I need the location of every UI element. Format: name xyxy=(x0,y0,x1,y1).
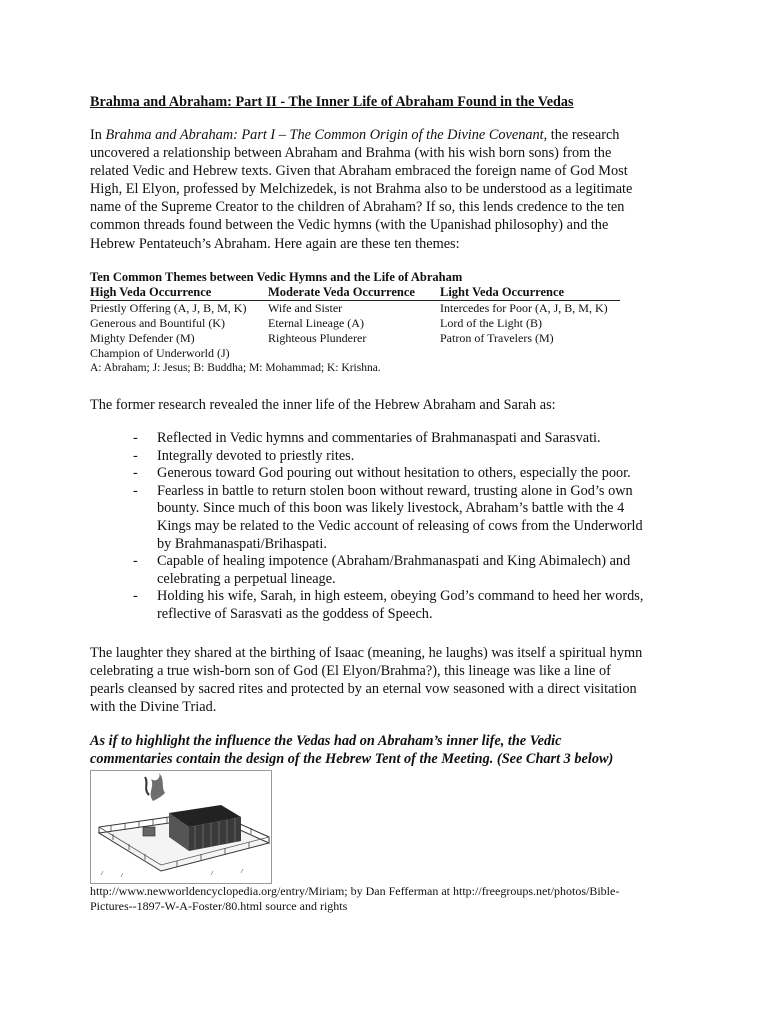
tabernacle-sketch-image xyxy=(90,770,272,884)
list-item xyxy=(133,465,693,483)
intro-line: uncovered a relationship between Abraham and Brahma (with his wish born sons) from the xyxy=(90,145,612,162)
intro-line: Hebrew Pentateuch’s Abraham. Here again are these ten themes: xyxy=(90,235,460,252)
header-high: High Veda Occurrence xyxy=(90,285,212,299)
list-item-text: celebrating a perpetual lineage. xyxy=(157,570,336,587)
list-item-text: reflective of Sarasvati as the goddess of Speech. xyxy=(157,605,433,622)
former-research-paragraph: The former research revealed the inner life of the Hebrew Abraham and Sarah as: xyxy=(90,397,556,413)
table-row xyxy=(90,331,620,346)
paragraph-line: The laughter they shared at the birthing of Isaac (meaning, he laughs) was itself a spiritual hymn xyxy=(90,645,643,661)
list-item-text: Generous toward God pouring out without hesitation to others, especially the poor. xyxy=(157,465,631,482)
part-one-title: Brahma and Abraham: Part I – The Common Origin of the Divine Covenant xyxy=(105,127,544,143)
intro-line: related Vedic and Hebrew texts. Given that Abraham embraced the foreign name of God Most xyxy=(90,163,628,180)
table-cell: Eternal Lineage (A) xyxy=(268,316,364,330)
list-marker: - xyxy=(133,447,138,464)
intro-suffix: , the research xyxy=(543,127,620,143)
highlight-paragraph xyxy=(90,732,680,768)
table-cell: Righteous Plunderer xyxy=(268,331,367,345)
list-item-text: Capable of healing impotence (Abraham/Brahmanaspati and King Abimalech) and xyxy=(157,553,631,570)
intro-line: common threads found between the Vedic hymns (with the Upanishad philosophy) and the xyxy=(90,217,609,234)
list-item xyxy=(133,430,693,448)
list-marker: - xyxy=(133,588,138,605)
list-marker: - xyxy=(133,553,138,570)
list-item-text: Fearless in battle to return stolen boon without reward, trusting alone in God’s own xyxy=(157,482,633,499)
table-cell: Generous and Bountiful (K) xyxy=(90,316,225,330)
list-item xyxy=(133,553,693,588)
list-marker: - xyxy=(133,430,138,446)
list-item-text: Integrally devoted to priestly rites. xyxy=(157,447,355,464)
list-item xyxy=(133,483,693,553)
intro-prefix: In xyxy=(90,127,106,143)
list-item-text: by Brahmanaspati/Brihaspati. xyxy=(157,535,327,552)
themes-table-title: Ten Common Themes between Vedic Hymns and the Life of Abraham xyxy=(90,270,463,284)
intro-first-line xyxy=(90,126,680,144)
paragraph-line: celebrating a true wish-born son of God (El Elyon/Brahma?), this lineage was like a line of xyxy=(90,663,611,680)
tabernacle-sketch-icon xyxy=(91,771,271,883)
list-item-text: Kings may be related to the Vedic account of releasing of cows from the Underworld xyxy=(157,517,643,534)
table-cell: Intercedes for Poor (A, J, B, M, K) xyxy=(440,301,608,315)
list-marker: - xyxy=(133,465,138,482)
document-title: Brahma and Abraham: Part II - The Inner Life of Abraham Found in the Vedas xyxy=(90,94,574,110)
themes-table xyxy=(90,270,620,375)
table-cell: Champion of Underworld (J) xyxy=(90,346,230,360)
caption-line: http://www.newworldencyclopedia.org/entry/Miriam; by Dan Fefferman at http://freegroups.net/photos/Bible- xyxy=(90,884,620,898)
intro-line: name of the Supreme Creator to the children of Abraham? If so, this lends credence to the ten xyxy=(90,199,625,216)
caption-line: Pictures--1897-W-A-Foster/80.html source and rights xyxy=(90,899,348,913)
list-item-text: bounty. Since much of this boon was likely livestock, Abraham’s battle with the 4 xyxy=(157,500,625,517)
intro-paragraph xyxy=(90,126,680,253)
table-cell: Lord of the Light (B) xyxy=(440,316,542,330)
list-item-text: Holding his wife, Sarah, in high esteem, obeying God’s command to heed her words, xyxy=(157,588,644,605)
figure-caption xyxy=(90,884,690,914)
paragraph-line: with the Divine Triad. xyxy=(90,699,217,716)
paragraph-line: pearls cleansed by sacred rites and protected by an eternal vow seasoned with a direct visitation xyxy=(90,681,637,698)
laughter-paragraph xyxy=(90,644,680,716)
themes-table-header xyxy=(90,285,620,301)
traits-list xyxy=(133,430,693,624)
list-item xyxy=(133,588,693,623)
paragraph-line: commentaries contain the design of the Hebrew Tent of the Meeting. (See Chart 3 below) xyxy=(90,751,614,768)
header-light: Light Veda Occurrence xyxy=(440,285,565,299)
paragraph-line: As if to highlight the influence the Vedas had on Abraham’s inner life, the Vedic xyxy=(90,733,562,749)
table-row xyxy=(90,346,620,361)
themes-table-legend: A: Abraham; J: Jesus; B: Buddha; M: Mohammad; K: Krishna. xyxy=(90,362,381,374)
table-cell: Priestly Offering (A, J, B, M, K) xyxy=(90,301,247,315)
list-marker: - xyxy=(133,482,138,499)
table-cell: Wife and Sister xyxy=(268,301,343,315)
table-row xyxy=(90,316,620,331)
intro-line: High, El Elyon, professed by Melchizedek, is not Brahma also to be understood as a legitimate xyxy=(90,181,633,198)
table-row xyxy=(90,301,620,316)
table-cell: Patron of Travelers (M) xyxy=(440,331,554,345)
header-moderate: Moderate Veda Occurrence xyxy=(268,285,415,299)
table-cell: Mighty Defender (M) xyxy=(90,331,195,345)
list-item-text: Reflected in Vedic hymns and commentaries of Brahmanaspati and Sarasvati. xyxy=(157,430,601,446)
list-item xyxy=(133,448,693,466)
